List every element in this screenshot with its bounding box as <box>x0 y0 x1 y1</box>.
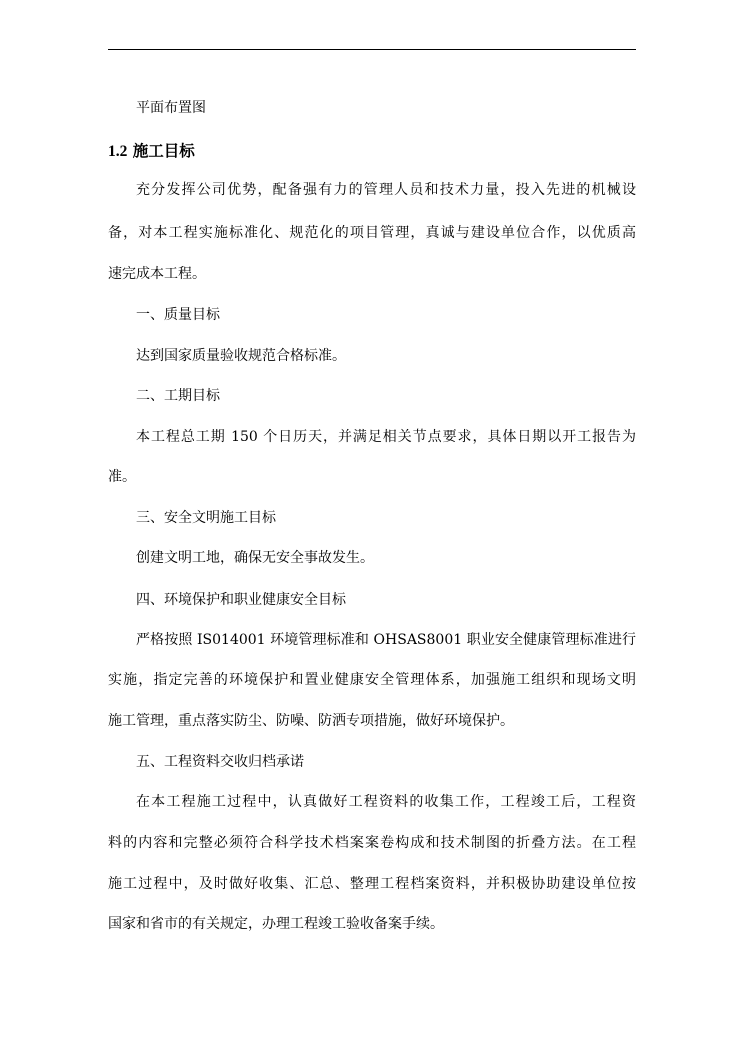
goal-heading-quality: 一、质量目标 <box>136 307 220 323</box>
goal-text-documents-2: 料的内容和完整必须符合科学技术档案案卷构成和技术制图的折叠方法。在工程 <box>108 835 636 851</box>
goal-heading-safety: 三、安全文明施工目标 <box>136 510 276 526</box>
intro-line-2: 备，对本工程实施标准化、规范化的项目管理，真诚与建设单位合作，以优质高 <box>108 225 636 241</box>
goal-text-environment-1: 严格按照 IS014001 环境管理标准和 OHSAS8001 职业安全健康管理标准进行 <box>136 632 636 648</box>
intro-line-3: 速完成本工程。 <box>108 266 206 282</box>
section-heading <box>108 141 636 162</box>
goal-text-environment-3: 施工管理，重点落实防尘、防噪、防洒专项措施，做好环境保护。 <box>108 713 514 729</box>
header-rule <box>108 49 636 50</box>
goal-heading-documents: 五、工程资料交收归档承诺 <box>136 754 304 770</box>
intro-line-1: 充分发挥公司优势，配备强有力的管理人员和技术力量，投入先进的机械设 <box>136 182 636 198</box>
goal-text-documents-1: 在本工程施工过程中，认真做好工程资料的收集工作，工程竣工后，工程资 <box>136 794 636 810</box>
goal-heading-environment: 四、环境保护和职业健康安全目标 <box>136 592 346 608</box>
goal-text-documents-4: 国家和省市的有关规定，办理工程竣工验收备案手续。 <box>108 916 444 932</box>
section-title: 施工目标 <box>132 141 195 160</box>
section-number: 1.2 <box>108 143 128 160</box>
goal-text-quality: 达到国家质量验收规范合格标准。 <box>136 348 346 364</box>
goal-text-schedule-1: 本工程总工期 150 个日历天，并满足相关节点要求，具体日期以开工报告为 <box>136 429 636 445</box>
goal-text-safety: 创建文明工地，确保无安全事故发生。 <box>136 550 374 566</box>
goal-text-environment-2: 实施，指定完善的环境保护和置业健康安全管理体系，加强施工组织和现场文明 <box>108 672 636 688</box>
goal-text-documents-3: 施工过程中，及时做好收集、汇总、整理工程档案资料，并积极协助建设单位按 <box>108 876 636 892</box>
goal-text-schedule-2: 准。 <box>108 469 136 485</box>
figure-caption: 平面布置图 <box>136 100 206 116</box>
goal-heading-schedule: 二、工期目标 <box>136 388 220 404</box>
